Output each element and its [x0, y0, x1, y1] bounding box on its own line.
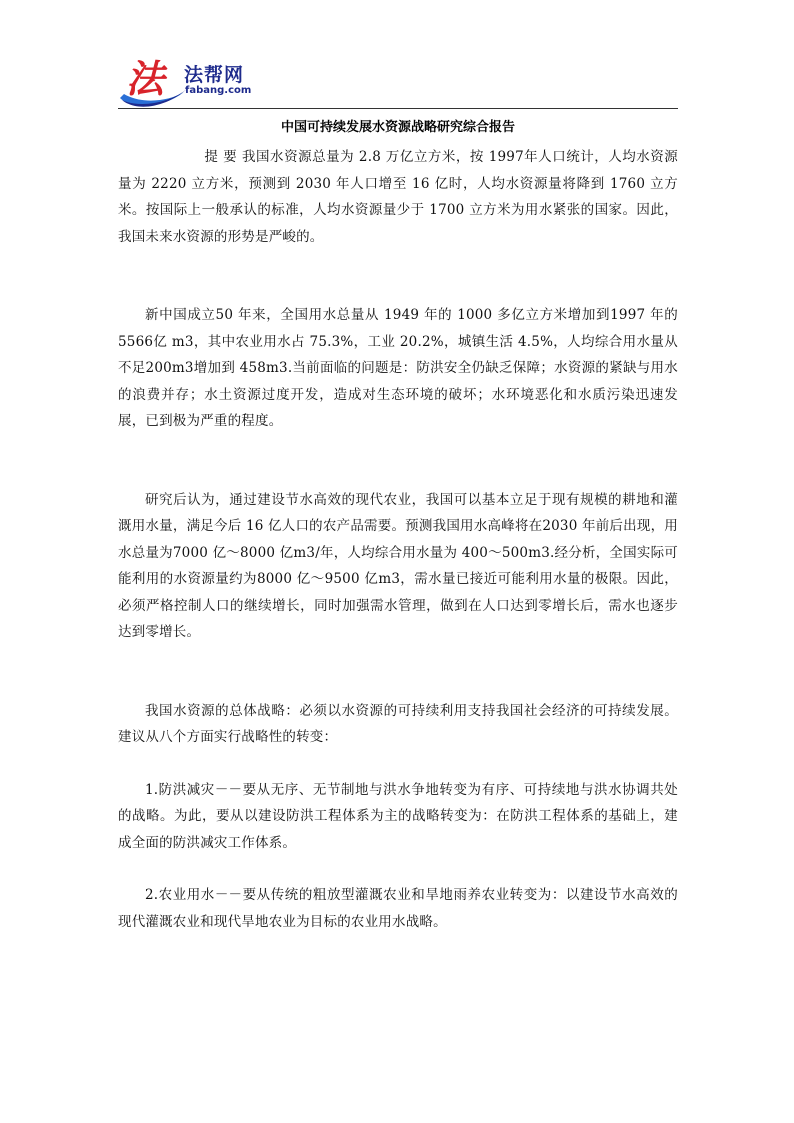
- logo-domain: fabang.com: [185, 85, 252, 96]
- paragraph-gap: [118, 250, 678, 276]
- document-body: [118, 144, 678, 935]
- paragraph-gap: [118, 751, 678, 777]
- document-title: 中国可持续发展水资源战略研究综合报告: [280, 120, 515, 135]
- header-divider: [118, 108, 678, 109]
- paragraph-abstract: 提 要 我国水资源总量为 2.8 万亿立方米，按 1997年人口统计，人均水资源量为 2220 立方米，预测到 2030 年人口增至 16 亿时，人均水资源量将降到 1760 立方米。按国际上一般承认的标准，人均水资源量少于 1700 立方米为用水紧张的国家。因此，我国未来水资源的形势是严峻的。: [118, 149, 678, 245]
- paragraph-gap: [118, 856, 678, 882]
- paragraph-flood-control: 1.防洪减灾－－要从无序、无节制地与洪水争地转变为有序、可持续地与洪水协调共处的战略。为此，要从以建设防洪工程体系为主的战略转变为：在防洪工程体系的基础上，建成全面的防洪减灾工作体系。: [118, 781, 678, 851]
- paragraph-overall-strategy: 我国水资源的总体战略：必须以水资源的可持续利用支持我国社会经济的可持续发展。建议从八个方面实行战略性的转变：: [118, 702, 678, 745]
- paragraph-gap: [118, 672, 678, 698]
- paragraph-research-findings: 研究后认为，通过建设节水高效的现代农业，我国可以基本立足于现有规模的耕地和灌溉用水量，满足今后 16 亿人口的农产品需要。预测我国用水高峰将在2030 年前后出现，用水总量为7000 亿～8000 亿m3/年，人均综合用水量为 400～500m3.经分析，全国实际可能利用的水资源量约为8000 亿～9500 亿m3，需水量已接近可能利用水量的极限。因此，必须严格控制人口的继续增长，同时加强需水管理，做到在人口达到零增长后，需水也逐步达到零增长。: [118, 491, 678, 640]
- fabang-logo[interactable]: [118, 52, 378, 108]
- logo-name: 法帮网: [184, 64, 245, 86]
- paragraph-gap: [118, 276, 678, 302]
- paragraph-water-use-history: 新中国成立50 年来，全国用水总量从 1949 年的 1000 多亿立方米增加到1997 年的5566亿 m3，其中农业用水占 75.3%，工业 20.2%，城镇生活 4.5%，人均综合用水量从不足200m3增加到 458m3.当前面临的问题是：防洪安全仍缺乏保障；水资源的紧缺与用水的浪费并存；水土资源过度开发，造成对生态环境的破坏；水环境恶化和水质污染迅速发展，已到极为严重的程度。: [118, 307, 678, 429]
- paragraph-gap: [118, 646, 678, 672]
- logo-glyph: 法: [126, 56, 165, 101]
- paragraph-gap: [118, 461, 678, 487]
- paragraph-gap: [118, 435, 678, 461]
- page-header: [118, 52, 678, 108]
- fabang-logo-icon: [118, 54, 190, 108]
- paragraph-agricultural-water: 2.农业用水－－要从传统的粗放型灌溉农业和旱地雨养农业转变为：以建设节水高效的现代灌溉农业和现代旱地农业为目标的农业用水战略。: [118, 887, 678, 930]
